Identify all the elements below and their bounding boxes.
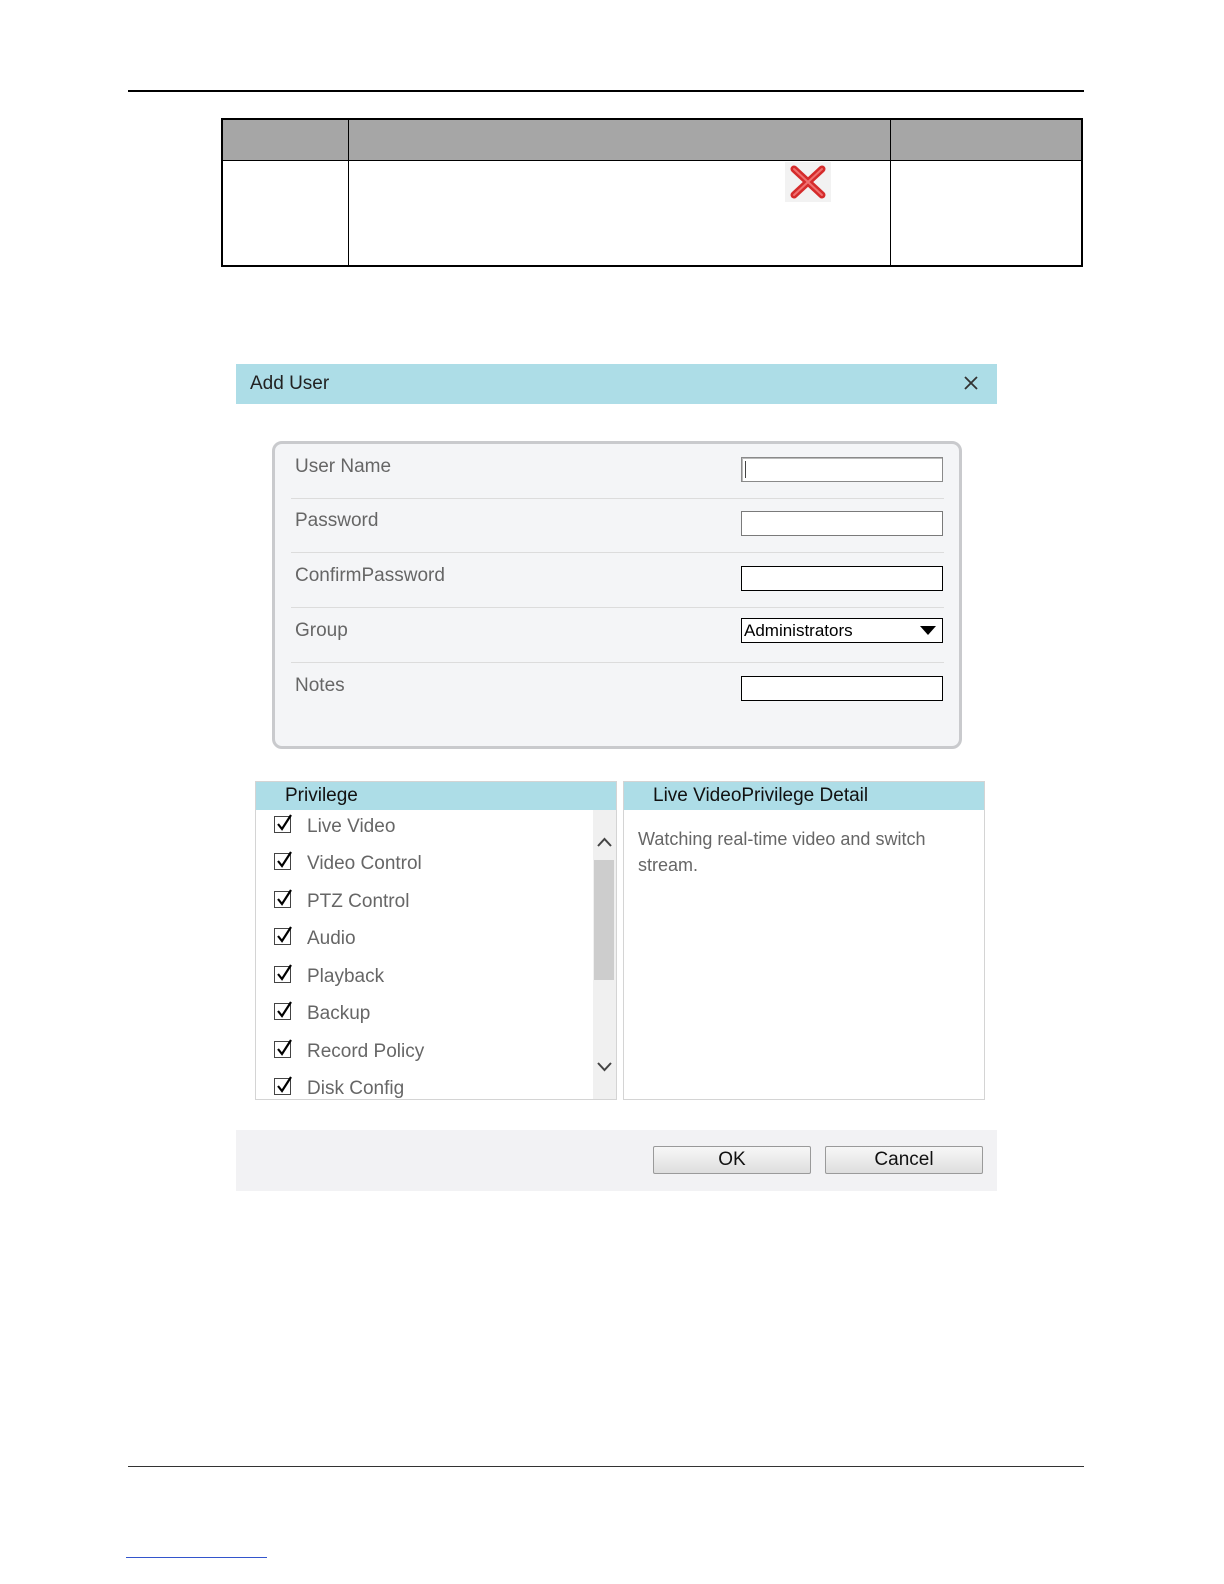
checkbox[interactable] xyxy=(274,1003,291,1020)
checkbox[interactable] xyxy=(274,1078,291,1095)
password-label: Password xyxy=(295,510,379,531)
checkbox[interactable] xyxy=(274,966,291,983)
user-form xyxy=(272,441,962,749)
close-icon[interactable] xyxy=(961,373,981,393)
scroll-up-icon[interactable] xyxy=(593,830,616,854)
user-name-label: User Name xyxy=(295,456,392,477)
privilege-header-label: Privilege xyxy=(285,785,358,806)
notes-label: Notes xyxy=(295,675,345,696)
group-select[interactable] xyxy=(741,618,943,643)
privilege-item-label: Playback xyxy=(307,966,385,987)
detail-text: Watching real-time video and switch stream. xyxy=(638,829,926,875)
group-selected-value: Administrators xyxy=(744,621,853,640)
privilege-item-label: Live Video xyxy=(307,816,396,837)
detail-header xyxy=(624,782,984,810)
doc-table-header xyxy=(223,120,1081,161)
add-user-dialog xyxy=(236,364,997,1191)
privilege-list xyxy=(256,810,592,1100)
confirm-password-label: ConfirmPassword xyxy=(295,565,445,586)
text-caret xyxy=(745,461,746,478)
header-rule xyxy=(128,90,1084,92)
dialog-title: Add User xyxy=(250,373,330,394)
privilege-scrollbar[interactable] xyxy=(593,810,616,1100)
privilege-panel xyxy=(255,781,617,1100)
notes-row xyxy=(291,663,944,717)
scroll-down-icon[interactable] xyxy=(593,1055,616,1079)
doc-table-divider xyxy=(890,120,891,265)
group-row xyxy=(291,608,944,663)
footer-link-underline xyxy=(126,1557,267,1558)
checkbox[interactable] xyxy=(274,1041,291,1058)
privilege-item-label: Video Control xyxy=(307,853,422,874)
cancel-button[interactable]: Cancel xyxy=(825,1146,983,1174)
privilege-item-label: Record Policy xyxy=(307,1041,425,1062)
checkbox[interactable] xyxy=(274,891,291,908)
confirm-password-input[interactable] xyxy=(741,566,943,591)
delete-x-icon xyxy=(785,162,831,202)
privilege-item-label: Backup xyxy=(307,1003,371,1024)
privilege-item-label: Audio xyxy=(307,928,356,949)
ok-button[interactable]: OK xyxy=(653,1146,811,1174)
password-input[interactable] xyxy=(741,511,943,536)
privilege-detail-panel xyxy=(623,781,985,1100)
doc-table-divider xyxy=(348,120,349,265)
detail-header-label: Live VideoPrivilege Detail xyxy=(653,785,869,806)
dropdown-arrow-icon xyxy=(920,626,936,635)
privilege-header xyxy=(256,782,616,810)
notes-input[interactable] xyxy=(741,676,943,701)
privilege-item-label: PTZ Control xyxy=(307,891,410,912)
doc-table xyxy=(221,118,1083,267)
dialog-footer xyxy=(236,1130,997,1191)
confirm-password-row xyxy=(291,553,944,608)
footer-rule xyxy=(128,1466,1084,1467)
checkbox[interactable] xyxy=(274,816,291,833)
group-label: Group xyxy=(295,620,348,641)
user-name-input[interactable] xyxy=(741,457,943,482)
privilege-item-label: Disk Config xyxy=(307,1078,405,1099)
password-row xyxy=(291,498,944,553)
dialog-titlebar xyxy=(236,364,997,404)
scrollbar-thumb[interactable] xyxy=(594,860,614,980)
checkbox[interactable] xyxy=(274,853,291,870)
user-name-row xyxy=(291,444,944,499)
checkbox[interactable] xyxy=(274,928,291,945)
